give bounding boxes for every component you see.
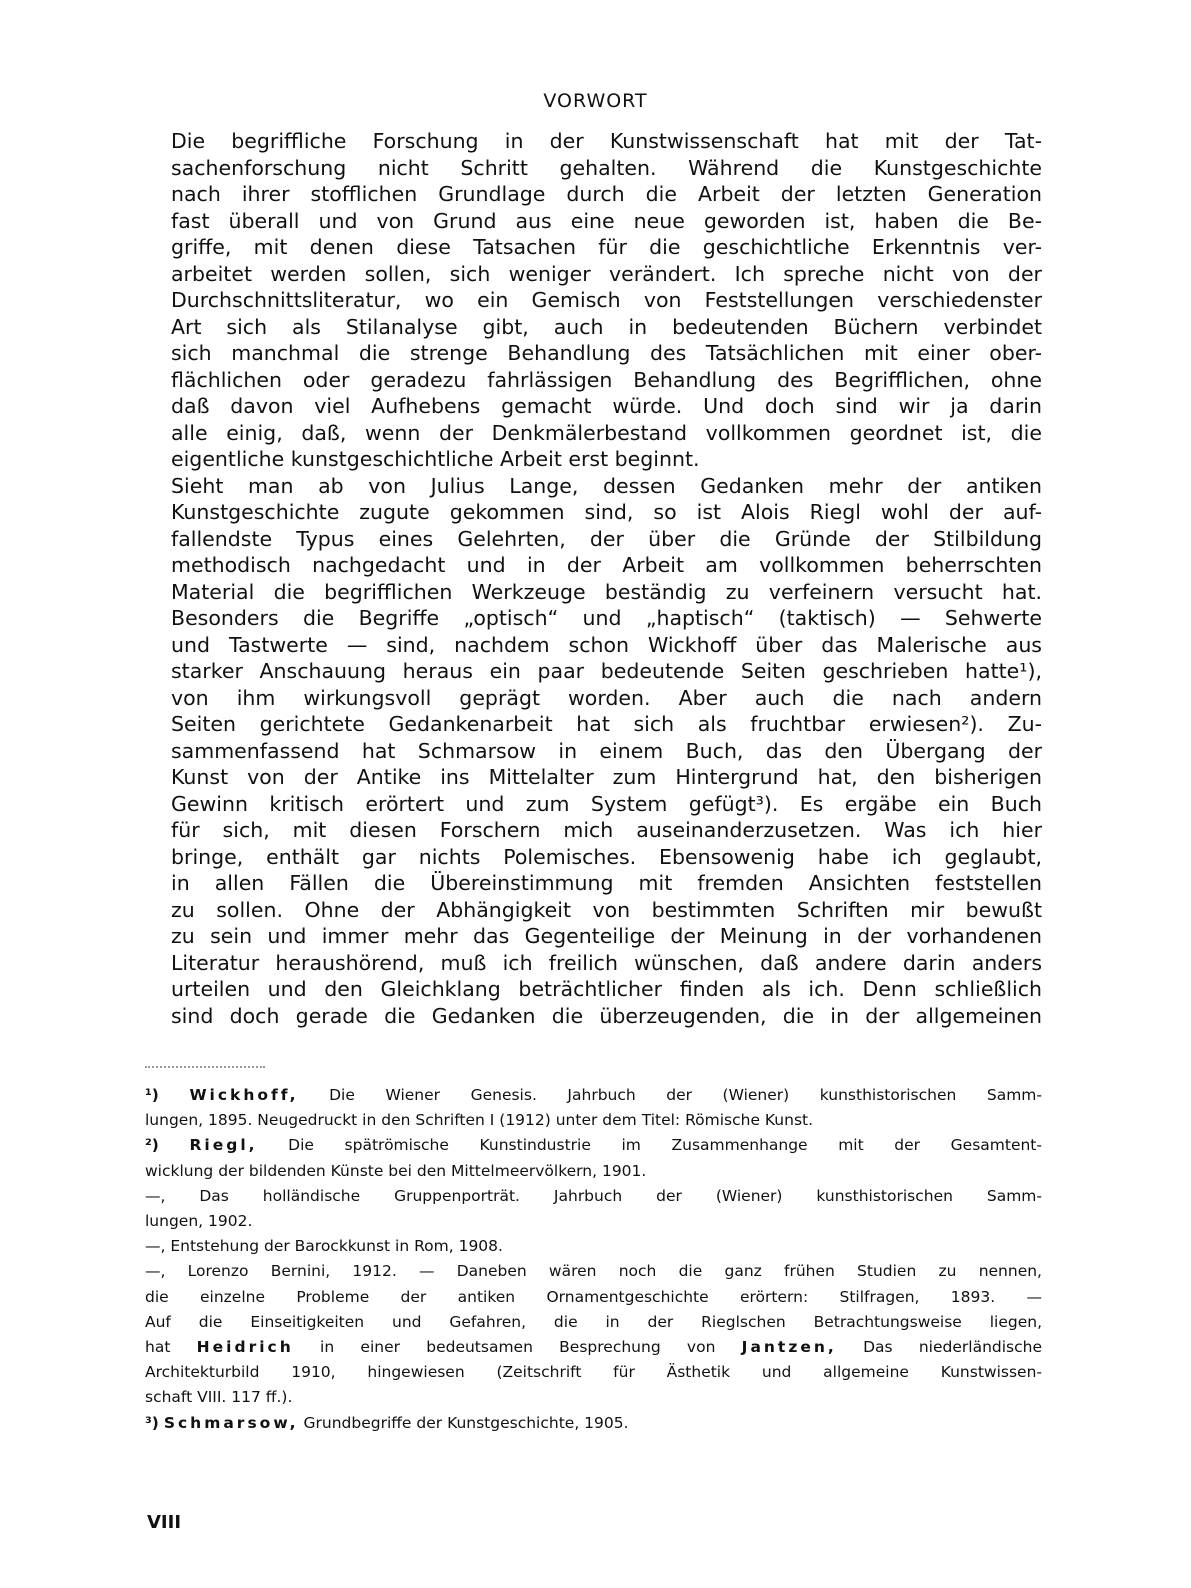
paragraph-1 xyxy=(145,128,1042,473)
text-line: sammenfassend hat Schmarsow in einem Buch, das den Übergang der xyxy=(171,738,1042,763)
text-line: alle einig, daß, wenn der Denkmälerbestand vollkommen geordnet ist, die xyxy=(171,420,1042,445)
text-line: eigentliche kunstgeschichtliche Arbeit erst beginnt. xyxy=(171,447,700,471)
footnote-marker: ²) xyxy=(145,1136,159,1155)
text-line: Kunst von der Antike ins Mittelalter zum Hintergrund hat, den bisherigen xyxy=(171,765,1042,789)
text-line: bringe, enthält gar nichts Polemisches. Ebensowenig habe ich geglaubt, xyxy=(171,844,1042,869)
footnote-text: in einer bedeutsamen Besprechung von xyxy=(320,1338,716,1357)
page-number: VIII xyxy=(147,1512,182,1533)
text-line: sachenforschung nicht Schritt gehalten. Während die Kunstgeschichte xyxy=(171,155,1042,180)
page-title: VORWORT xyxy=(543,90,648,112)
main-text xyxy=(145,128,1042,1029)
text-line: zu sein und immer mehr das Gegenteilige der Meinung in der vorhandenen xyxy=(171,924,1042,948)
text-line: von ihm wirkungsvoll geprägt worden. Aber auch die nach andern xyxy=(171,685,1042,710)
cut-off-text-remnant xyxy=(145,1066,265,1074)
footnote-text: Die spätrömische Kunstindustrie im Zusammenhange mit der Gesamtent- xyxy=(288,1136,1042,1155)
footnotes xyxy=(145,1083,1042,1436)
text-line: für sich, mit diesen Forschern mich auseinanderzusetzen. Was ich hier xyxy=(171,818,1042,842)
text-line: Art sich als Stilanalyse gibt, auch in bedeutenden Büchern verbindet xyxy=(171,314,1042,339)
text-line: starker Anschauung heraus ein paar bedeutende Seiten geschrieben hatte¹), xyxy=(171,659,1042,683)
footnote-author: Wickhoff, xyxy=(189,1086,299,1104)
text-line: Die begriffliche Forschung in der Kunstwissenschaft hat mit der Tat- xyxy=(171,129,1042,153)
footnote-text: —, Das holländische Gruppenporträt. Jahrbuch der (Wiener) kunsthistorischen Samm- xyxy=(145,1186,1042,1205)
text-line: Gewinn kritisch erörtert und zum System gefügt³). Es ergäbe ein Buch xyxy=(171,791,1042,816)
footnote-text: schaft VIII. 117 ff.). xyxy=(145,1388,293,1407)
footnote-text: —, Entstehung der Barockkunst in Rom, 1908. xyxy=(145,1237,503,1256)
footnote-text: Die Wiener Genesis. Jahrbuch der (Wiener) kunsthistorischen Samm- xyxy=(329,1086,1042,1104)
footnote-2 xyxy=(145,1133,1042,1158)
text-line: daß davon viel Aufhebens gemacht würde. Und doch sind wir ja darin xyxy=(171,394,1042,418)
text-line: Besonders die Begriffe „optisch“ und „haptisch“ (taktisch) — Sehwerte xyxy=(171,606,1042,630)
text-line: urteilen und den Gleichklang beträchtlicher finden als ich. Denn schließlich xyxy=(171,977,1042,1001)
text-line: Kunstgeschichte zugute gekommen sind, so ist Alois Riegl wohl der auf- xyxy=(171,500,1042,524)
paragraph-2 xyxy=(145,473,1042,1030)
footnote-text: Architekturbild 1910, hingewiesen (Zeitschrift für Ästhetik und allgemeine Kunstwissen- xyxy=(145,1363,1042,1382)
text-line: und Tastwerte — sind, nachdem schon Wickhoff über das Malerische aus xyxy=(171,632,1042,657)
text-line: Literatur heraushörend, muß ich freilich wünschen, daß andere darin anders xyxy=(171,950,1042,975)
footnote-text: Grundbegriffe der Kunstgeschichte, 1905. xyxy=(303,1413,629,1432)
text-line: Durchschnittsliteratur, wo ein Gemisch von Feststellungen verschiedenster xyxy=(171,288,1042,312)
text-line: nach ihrer stofflichen Grundlage durch die Arbeit der letzten Generation xyxy=(171,182,1042,206)
footnote-text: —, Lorenzo Bernini, 1912. — Daneben wären noch die ganz frühen Studien zu nennen, xyxy=(145,1262,1042,1281)
text-line: Seiten gerichtete Gedankenarbeit hat sich als fruchtbar erwiesen²). Zu- xyxy=(171,712,1042,736)
text-line: zu sollen. Ohne der Abhängigkeit von bestimmten Schriften mir bewußt xyxy=(171,897,1042,922)
footnote-1 xyxy=(145,1083,1042,1108)
footnote-author: Riegl, xyxy=(189,1136,258,1155)
footnote-text: lungen, 1895. Neugedruckt in den Schriften I (1912) unter dem Titel: Römische Kunst. xyxy=(145,1111,814,1130)
footnote-text: Das niederländische xyxy=(863,1338,1042,1357)
text-line: fallendste Typus eines Gelehrten, der über die Gründe der Stilbildung xyxy=(171,526,1042,551)
footnote-text: wicklung der bildenden Künste bei den Mittelmeervölkern, 1901. xyxy=(145,1161,647,1180)
footnote-3 xyxy=(145,1411,1042,1436)
footnote-author: Heidrich xyxy=(196,1338,294,1357)
footnote-author: Jantzen, xyxy=(741,1338,837,1357)
text-line: methodisch nachgedacht und in der Arbeit am vollkommen beherrschten xyxy=(171,553,1042,577)
footnote-text: lungen, 1902. xyxy=(145,1212,253,1231)
footnote-text: Auf die Einseitigkeiten und Gefahren, die in der Rieglschen Betrachtungsweise liegen, xyxy=(145,1312,1042,1331)
text-line: fast überall und von Grund aus eine neue geworden ist, haben die Be- xyxy=(171,208,1042,233)
footnote-text: die einzelne Probleme der antiken Ornamentgeschichte erörtern: Stilfragen, 1893. — xyxy=(145,1287,1042,1306)
footnote-marker: ³) xyxy=(145,1413,159,1432)
text-line: sich manchmal die strenge Behandlung des Tatsächlichen mit einer ober- xyxy=(171,341,1042,365)
text-line: sind doch gerade die Gedanken die überzeugenden, die in der allgemeinen xyxy=(171,1003,1042,1028)
footnote-author: Schmarsow, xyxy=(163,1413,299,1432)
text-line: in allen Fällen die Übereinstimmung mit fremden Ansichten feststellen xyxy=(171,871,1042,895)
text-line: arbeitet werden sollen, sich weniger verändert. Ich spreche nicht von der xyxy=(171,261,1042,286)
text-line: Sieht man ab von Julius Lange, dessen Gedanken mehr der antiken xyxy=(171,473,1042,498)
footnote-marker: ¹) xyxy=(145,1086,159,1104)
footnote-text: hat xyxy=(145,1338,171,1357)
text-line: Material die begrifflichen Werkzeuge beständig zu verfeinern versucht hat. xyxy=(171,579,1042,604)
text-line: flächlichen oder geradezu fahrlässigen Behandlung des Begrifflichen, ohne xyxy=(171,367,1042,392)
text-line: griffe, mit denen diese Tatsachen für die geschichtliche Erkenntnis ver- xyxy=(171,235,1042,259)
footnote-line xyxy=(145,1335,1042,1360)
